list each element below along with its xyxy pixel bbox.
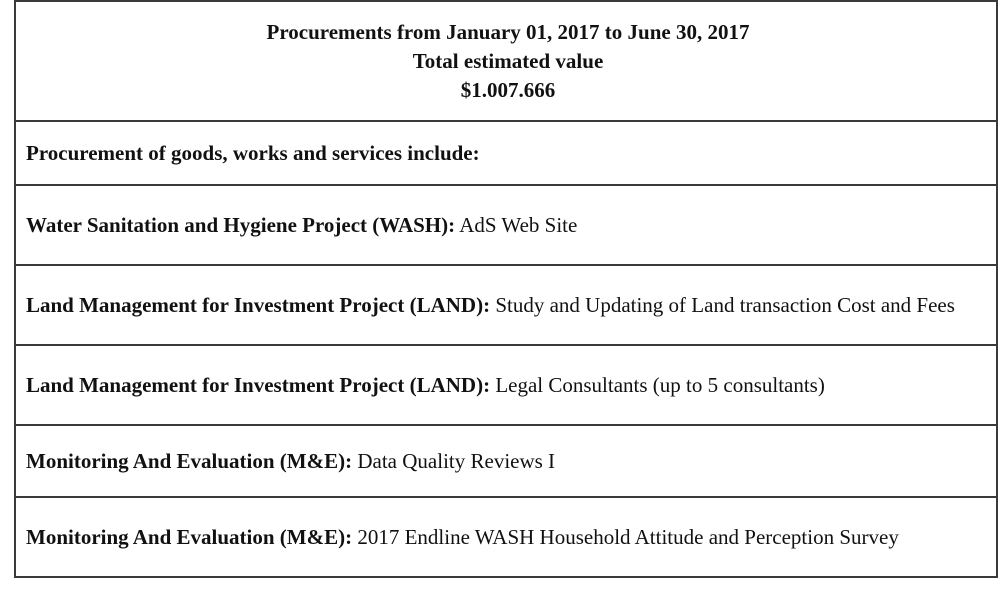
- project-name: Land Management for Investment Project (LAND):: [26, 372, 491, 397]
- table-header-cell: [15, 1, 997, 121]
- table-cell: [15, 185, 997, 265]
- procurement-description: Data Quality Reviews I: [357, 448, 556, 473]
- project-name: Monitoring And Evaluation (M&E):: [26, 448, 353, 473]
- intro-row: [15, 121, 997, 185]
- table-cell: [15, 425, 997, 497]
- procurement-description: 2017 Endline WASH Household Attitude and Perception Survey: [357, 524, 899, 549]
- procurement-description: AdS Web Site: [459, 212, 578, 237]
- header-subtitle: Total estimated value: [412, 48, 604, 73]
- procurement-table: [14, 0, 998, 578]
- intro-cell: Procurement of goods, works and services include:: [15, 121, 997, 185]
- table-cell: [15, 265, 997, 345]
- table-row: [15, 497, 997, 577]
- table-row: [15, 265, 997, 345]
- project-name: Land Management for Investment Project (LAND):: [26, 292, 491, 317]
- procurement-description: Study and Updating of Land transaction Cost and Fees: [495, 292, 955, 317]
- table-cell: [15, 345, 997, 425]
- procurement-description: Legal Consultants (up to 5 consultants): [495, 372, 825, 397]
- header-total-value: $1.007.666: [460, 77, 556, 102]
- table-cell: [15, 497, 997, 577]
- header-title: Procurements from January 01, 2017 to June 30, 2017: [266, 19, 750, 44]
- project-name: Monitoring And Evaluation (M&E):: [26, 524, 353, 549]
- table-row: [15, 425, 997, 497]
- table-header-row: [15, 1, 997, 121]
- project-name: Water Sanitation and Hygiene Project (WASH):: [26, 212, 456, 237]
- table-row: [15, 185, 997, 265]
- table-row: [15, 345, 997, 425]
